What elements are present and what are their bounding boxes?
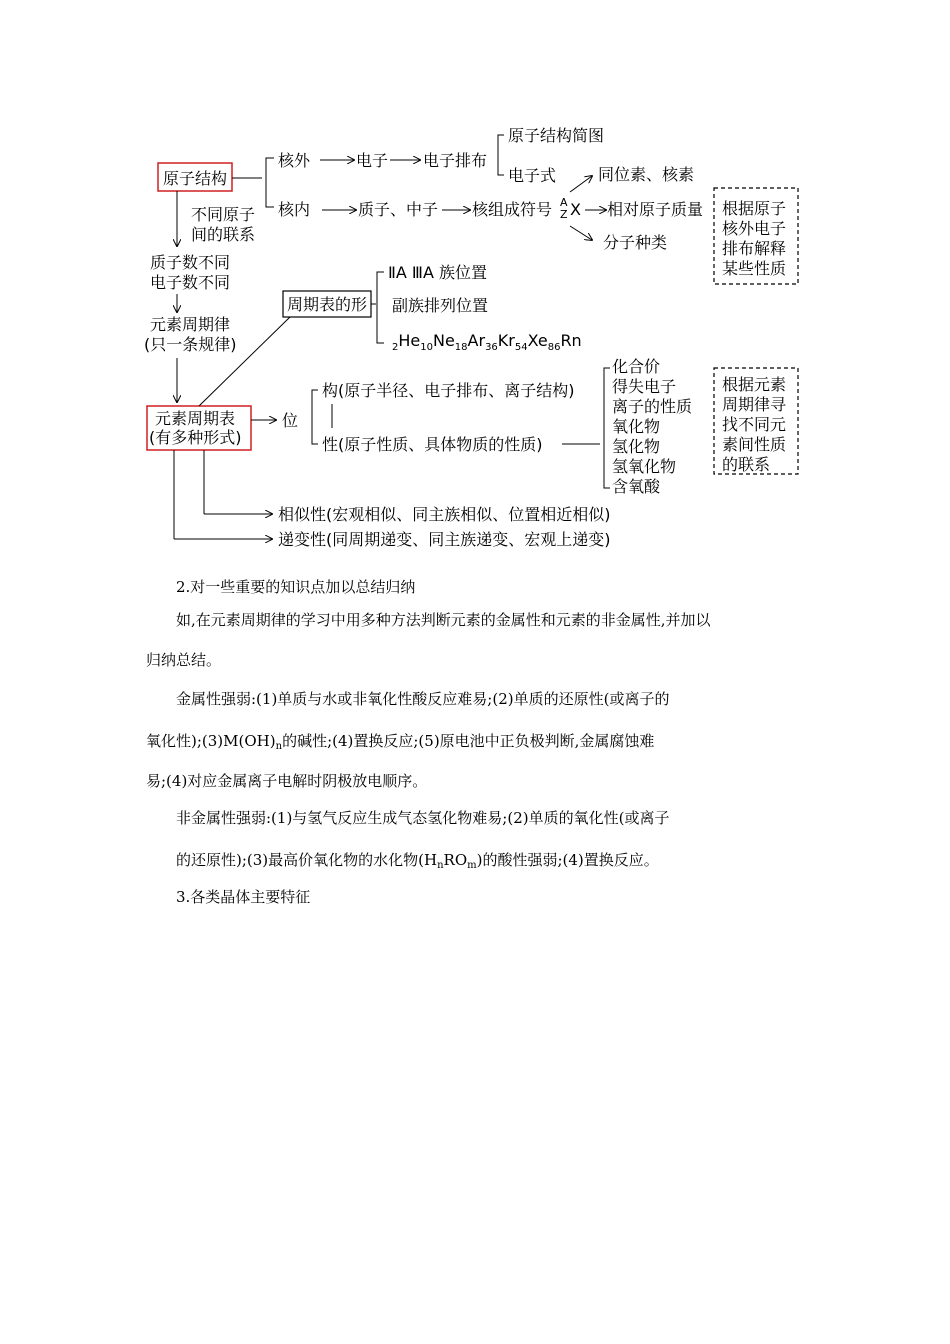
element-symbol: X	[570, 200, 581, 219]
property-list-item: 含氧酸	[612, 477, 661, 496]
element-symbol: Kr	[497, 331, 515, 350]
intro-line: 归纳总结。	[146, 651, 222, 669]
property-list-item: 离子的性质	[612, 397, 693, 416]
nonmetal-line: 非金属性强弱:(1)与氢气反应生成气态氢化物难易;(2)单质的氧化性(或离子	[176, 809, 670, 827]
electron: 电子	[356, 151, 389, 170]
diff-numbers: 电子数不同	[150, 273, 231, 292]
atomic-number: 2	[392, 342, 399, 353]
nonmetal-text: RO	[443, 851, 468, 869]
subgroup-position: 副族排列位置	[392, 296, 489, 315]
gradation: 递变性(同周期递变、同主族递变、宏观上递变)	[278, 530, 611, 549]
element-symbol: Rn	[560, 331, 582, 350]
property-list-item: 化合价	[612, 357, 661, 376]
element-symbol: Xe	[527, 331, 548, 350]
isotopes-nuclides: 同位素、核素	[598, 165, 695, 184]
proton-neutron: 质子、中子	[358, 200, 439, 219]
groups-position: ⅡA ⅢA 族位置	[388, 263, 487, 282]
noble-gases	[392, 331, 582, 353]
atomic-number: Z	[560, 208, 568, 221]
inner-nucleus: 核内	[278, 200, 311, 219]
atomic-structure: 原子结构	[163, 169, 228, 188]
section-2-heading: 2.对一些重要的知识点加以总结归纳	[176, 578, 416, 596]
property-list-item: 氢化物	[612, 437, 661, 456]
element-symbol: Ne	[432, 331, 455, 350]
nonmetal-line	[176, 850, 659, 876]
diff-numbers: 质子数不同	[150, 253, 231, 272]
note-box-1-line: 核外电子	[722, 219, 787, 238]
similarity: 相似性(宏观相似、同主族相似、位置相近相似)	[278, 505, 611, 524]
atomic-number: 36	[485, 342, 498, 353]
metal-line	[146, 731, 654, 757]
subscript: m	[467, 860, 477, 871]
atomic-number: 54	[514, 342, 528, 353]
property-list-item: 得失电子	[612, 377, 677, 396]
note-box-2-line: 根据元素	[722, 375, 787, 394]
table-shape: 周期表的形	[287, 295, 368, 314]
metal-line: 易;(4)对应金属离子电解时阴极放电顺序。	[146, 772, 428, 790]
note-box-1-line: 某些性质	[722, 259, 787, 278]
outer-shell: 核外	[278, 151, 311, 170]
metal-text: 的碱性;(4)置换反应;(5)原电池中正负极判断,金属腐蚀难	[282, 732, 655, 750]
nonmetal-text: )的酸性强弱;(4)置换反应。	[476, 851, 659, 869]
electron-config: 电子排布	[423, 151, 488, 170]
nonmetal-text: 的还原性);(3)最高价氧化物的水化物(H	[176, 851, 438, 869]
atomic-number: 10	[420, 342, 433, 353]
note-box-1-line: 排布解释	[722, 239, 787, 258]
relative-mass: 相对原子质量	[607, 200, 704, 219]
property-item: 性(原子性质、具体物质的性质)	[322, 435, 543, 454]
periodic-table-note: (有多种形式)	[149, 428, 242, 447]
metal-line: 金属性强弱:(1)单质与水或非氧化性酸反应难易;(2)单质的还原性(或离子的	[176, 690, 670, 708]
subscript: n	[275, 741, 283, 752]
mass-number: A	[560, 196, 568, 209]
note-box-1-line: 根据原子	[722, 199, 787, 218]
note-box-2-line: 素间性质	[722, 435, 787, 454]
structure-sketch: 原子结构简图	[508, 126, 605, 145]
element-symbol: Ar	[467, 331, 486, 350]
knowledge-diagram	[0, 0, 950, 560]
periodic-table: 元素周期表	[155, 409, 236, 428]
link-label: 不同原子	[191, 205, 256, 224]
note-box-2-line: 找不同元	[722, 415, 787, 434]
periodic-law: 元素周期律	[150, 315, 231, 334]
subscript: n	[437, 860, 444, 871]
note-box-2-line: 周期律寻	[722, 395, 787, 414]
structure-item: 构(原子半径、电子排布、离子结构)	[322, 381, 575, 400]
electron-formula: 电子式	[508, 166, 557, 185]
atomic-number: 86	[547, 342, 561, 353]
section-3-heading: 3.各类晶体主要特征	[176, 888, 311, 906]
position: 位	[282, 411, 299, 430]
nuclide-symbol: 核组成符号	[472, 200, 553, 219]
atomic-number: 18	[454, 342, 468, 353]
intro-line: 如,在元素周期律的学习中用多种方法判断元素的金属性和元素的非金属性,并加以	[176, 611, 711, 629]
metal-text: 氧化性);(3)M(OH)	[146, 732, 276, 750]
molecule-types: 分子种类	[603, 233, 668, 252]
periodic-law-note: (只一条规律)	[144, 335, 237, 354]
element-symbol: He	[398, 331, 421, 350]
link-label: 间的联系	[191, 225, 256, 244]
note-box-2-line: 的联系	[722, 455, 771, 474]
property-list-item: 氧化物	[612, 417, 661, 436]
property-list-item: 氢氧化物	[612, 457, 677, 476]
